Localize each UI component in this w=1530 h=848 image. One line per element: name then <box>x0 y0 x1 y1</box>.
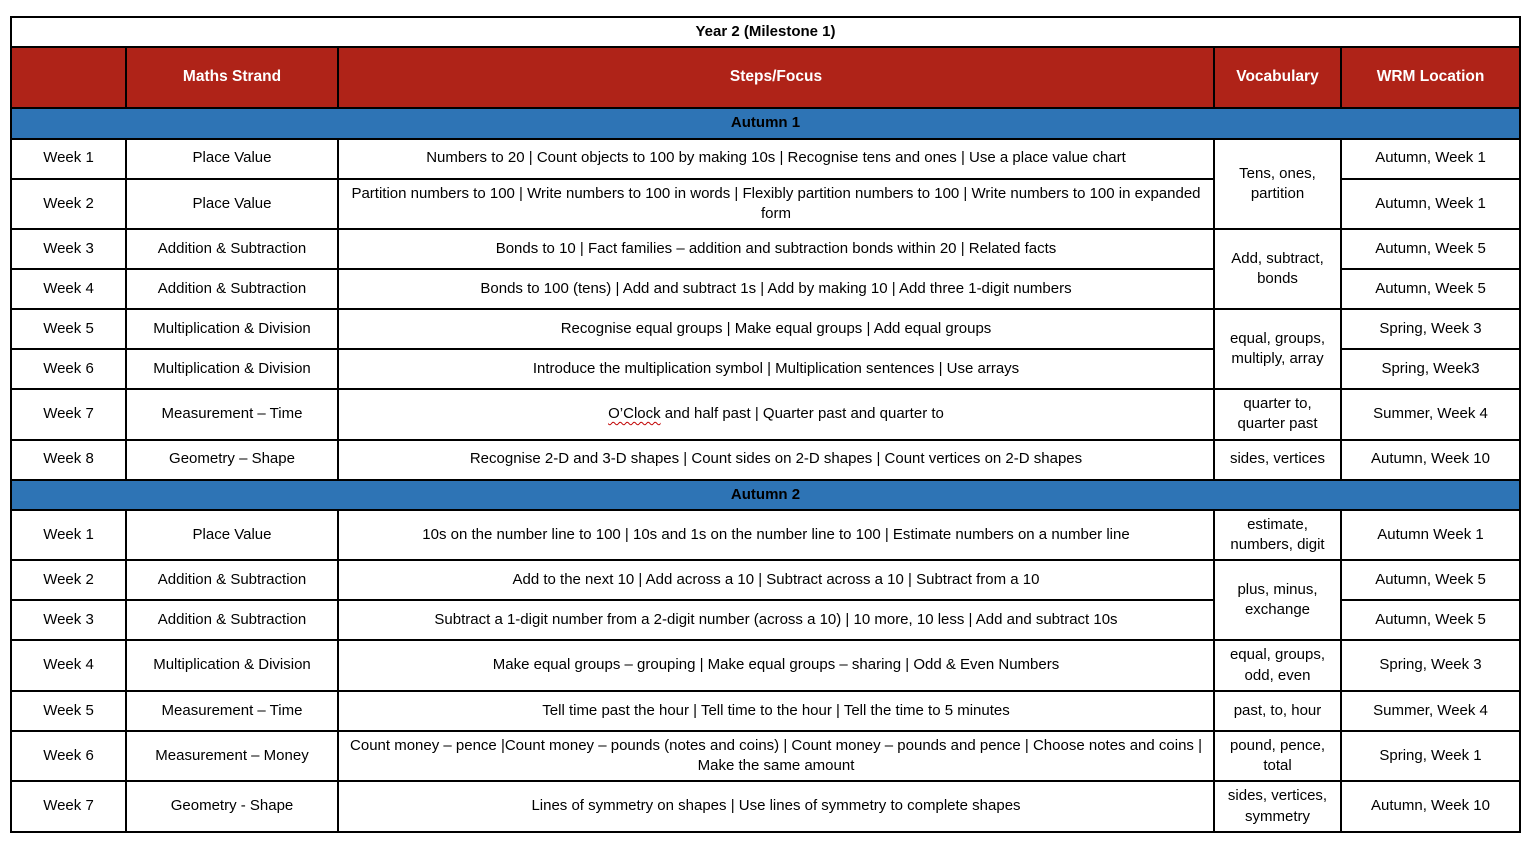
table-row <box>11 139 1520 179</box>
week-cell: Week 5 <box>11 691 126 731</box>
vocabulary-cell: pound, pence, total <box>1214 731 1341 782</box>
vocabulary-cell: equal, groups, multiply, array <box>1214 309 1341 389</box>
table-row <box>11 731 1520 782</box>
curriculum-table-body <box>11 108 1520 832</box>
maths-strand-cell: Multiplication & Division <box>126 309 338 349</box>
steps-focus-cell: Subtract a 1-digit number from a 2-digit number (across a 10) | 10 more, 10 less | Add and subtract 10s <box>338 600 1214 640</box>
title-row <box>11 17 1520 47</box>
vocabulary-cell: sides, vertices <box>1214 440 1341 480</box>
maths-strand-cell: Addition & Subtraction <box>126 229 338 269</box>
steps-focus-cell: Bonds to 10 | Fact families – addition and subtraction bonds within 20 | Related facts <box>338 229 1214 269</box>
steps-focus-cell: Tell time past the hour | Tell time to the hour | Tell the time to 5 minutes <box>338 691 1214 731</box>
table-row <box>11 510 1520 561</box>
maths-strand-cell: Addition & Subtraction <box>126 269 338 309</box>
wrm-location-cell: Autumn, Week 5 <box>1341 269 1520 309</box>
week-cell: Week 3 <box>11 229 126 269</box>
steps-focus-cell: 10s on the number line to 100 | 10s and 1s on the number line to 100 | Estimate numbers on a number line <box>338 510 1214 561</box>
maths-strand-cell: Measurement – Money <box>126 731 338 782</box>
wrm-location-cell: Spring, Week3 <box>1341 349 1520 389</box>
maths-strand-cell: Place Value <box>126 510 338 561</box>
maths-strand-cell: Measurement – Time <box>126 389 338 440</box>
vocabulary-cell: sides, vertices, symmetry <box>1214 781 1341 832</box>
week-cell: Week 4 <box>11 269 126 309</box>
vocabulary-cell: estimate, numbers, digit <box>1214 510 1341 561</box>
header-vocabulary: Vocabulary <box>1214 47 1341 108</box>
spellcheck-underlined-text: O’Clock <box>608 405 661 423</box>
vocabulary-cell: plus, minus, exchange <box>1214 560 1341 640</box>
maths-strand-cell: Geometry - Shape <box>126 781 338 832</box>
wrm-location-cell: Spring, Week 3 <box>1341 640 1520 691</box>
maths-strand-cell: Place Value <box>126 139 338 179</box>
header-week <box>11 47 126 108</box>
header-wrm-location: WRM Location <box>1341 47 1520 108</box>
vocabulary-cell: past, to, hour <box>1214 691 1341 731</box>
wrm-location-cell: Autumn, Week 10 <box>1341 781 1520 832</box>
week-cell: Week 5 <box>11 309 126 349</box>
steps-focus-cell: Add to the next 10 | Add across a 10 | Subtract across a 10 | Subtract from a 10 <box>338 560 1214 600</box>
season-band-autumn-2: Autumn 2 <box>11 480 1520 510</box>
table-row <box>11 440 1520 480</box>
week-cell: Week 6 <box>11 731 126 782</box>
steps-focus-cell: Recognise equal groups | Make equal groups | Add equal groups <box>338 309 1214 349</box>
table-row <box>11 389 1520 440</box>
maths-strand-cell: Geometry – Shape <box>126 440 338 480</box>
table-row <box>11 781 1520 832</box>
wrm-location-cell: Summer, Week 4 <box>1341 691 1520 731</box>
steps-focus-cell: Recognise 2-D and 3-D shapes | Count sides on 2-D shapes | Count vertices on 2-D shapes <box>338 440 1214 480</box>
steps-focus-cell: Numbers to 20 | Count objects to 100 by making 10s | Recognise tens and ones | Use a place value chart <box>338 139 1214 179</box>
vocabulary-cell: Tens, ones, partition <box>1214 139 1341 230</box>
week-cell: Week 2 <box>11 560 126 600</box>
steps-focus-cell: Lines of symmetry on shapes | Use lines of symmetry to complete shapes <box>338 781 1214 832</box>
steps-focus-cell: Count money – pence |Count money – pounds (notes and coins) | Count money – pounds and pence | Choose notes and coins | Make the same amount <box>338 731 1214 782</box>
week-cell: Week 1 <box>11 510 126 561</box>
week-cell: Week 4 <box>11 640 126 691</box>
week-cell: Week 6 <box>11 349 126 389</box>
maths-strand-cell: Multiplication & Division <box>126 640 338 691</box>
table-title: Year 2 (Milestone 1) <box>11 17 1520 47</box>
steps-focus-cell: Bonds to 100 (tens) | Add and subtract 1s | Add by making 10 | Add three 1-digit numbers <box>338 269 1214 309</box>
wrm-location-cell: Autumn, Week 1 <box>1341 179 1520 230</box>
week-cell: Week 2 <box>11 179 126 230</box>
wrm-location-cell: Spring, Week 3 <box>1341 309 1520 349</box>
maths-strand-cell: Addition & Subtraction <box>126 560 338 600</box>
header-maths-strand: Maths Strand <box>126 47 338 108</box>
season-band-autumn-1: Autumn 1 <box>11 108 1520 138</box>
curriculum-table <box>10 16 1521 833</box>
wrm-location-cell: Spring, Week 1 <box>1341 731 1520 782</box>
wrm-location-cell: Autumn, Week 10 <box>1341 440 1520 480</box>
week-cell: Week 1 <box>11 139 126 179</box>
vocabulary-cell: equal, groups, odd, even <box>1214 640 1341 691</box>
header-steps-focus: Steps/Focus <box>338 47 1214 108</box>
season-band-row <box>11 108 1520 138</box>
week-cell: Week 8 <box>11 440 126 480</box>
season-band-row <box>11 480 1520 510</box>
week-cell: Week 7 <box>11 389 126 440</box>
table-row <box>11 229 1520 269</box>
maths-strand-cell: Multiplication & Division <box>126 349 338 389</box>
week-cell: Week 3 <box>11 600 126 640</box>
vocabulary-cell: Add, subtract, bonds <box>1214 229 1341 309</box>
table-row <box>11 640 1520 691</box>
header-row <box>11 47 1520 108</box>
table-row <box>11 309 1520 349</box>
table-row <box>11 560 1520 600</box>
week-cell: Week 7 <box>11 781 126 832</box>
wrm-location-cell: Autumn Week 1 <box>1341 510 1520 561</box>
wrm-location-cell: Summer, Week 4 <box>1341 389 1520 440</box>
maths-strand-cell: Measurement – Time <box>126 691 338 731</box>
maths-strand-cell: Addition & Subtraction <box>126 600 338 640</box>
wrm-location-cell: Autumn, Week 5 <box>1341 560 1520 600</box>
wrm-location-cell: Autumn, Week 5 <box>1341 600 1520 640</box>
steps-focus-cell: Make equal groups – grouping | Make equal groups – sharing | Odd & Even Numbers <box>338 640 1214 691</box>
steps-focus-cell: Introduce the multiplication symbol | Multiplication sentences | Use arrays <box>338 349 1214 389</box>
steps-focus-cell: Partition numbers to 100 | Write numbers to 100 in words | Flexibly partition numbers to 100 | Write numbers to 100 in expanded form <box>338 179 1214 230</box>
table-row <box>11 691 1520 731</box>
maths-strand-cell: Place Value <box>126 179 338 230</box>
wrm-location-cell: Autumn, Week 5 <box>1341 229 1520 269</box>
steps-focus-cell: O’Clock and half past | Quarter past and quarter to <box>338 389 1214 440</box>
wrm-location-cell: Autumn, Week 1 <box>1341 139 1520 179</box>
vocabulary-cell: quarter to, quarter past <box>1214 389 1341 440</box>
